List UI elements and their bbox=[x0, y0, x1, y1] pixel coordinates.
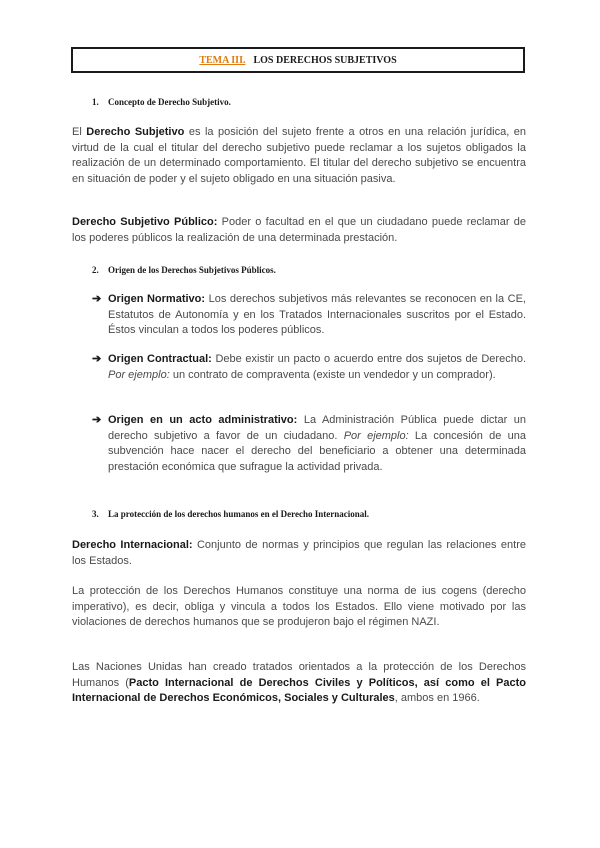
italic-text: Por ejemplo: bbox=[343, 429, 409, 442]
bold-term: Origen en un acto administrativo: bbox=[108, 414, 298, 426]
bold-term: Origen Normativo: bbox=[108, 293, 206, 305]
text-span: un contrato de compraventa (existe un vendedor y un comprador). bbox=[169, 368, 496, 381]
section-number: 2. bbox=[92, 265, 99, 275]
text-span: Poder o facultad en el que un ciudadano puede reclamar de los poderes públicos la realización de una determinada prestación. bbox=[72, 216, 526, 244]
bold-term: Derecho Internacional: bbox=[72, 539, 193, 551]
bold-term: Origen Contractual: bbox=[108, 353, 212, 365]
tema-name: LOS DERECHOS SUBJETIVOS bbox=[253, 54, 397, 66]
section-heading-3 bbox=[92, 509, 369, 519]
text-span: La Administración Pública puede dictar un derecho subjetivo a favor de un ciudadano. bbox=[108, 414, 527, 442]
bold-term: Pacto Internacional de Derechos Civiles y Políticos, así como el Pacto Internacional de Derechos Económicos, Sociales y Culturales bbox=[72, 676, 526, 704]
paragraph-proteccion-ddhh bbox=[72, 584, 526, 631]
paragraph-derecho-subjetivo bbox=[72, 125, 526, 187]
text-span: La concesión de una subvención hace nacer el derecho del beneficiario a obtener una determinada prestación económica que sufrague la actividad privada. bbox=[108, 429, 526, 473]
arrow-icon: ➔ bbox=[92, 293, 102, 305]
text-span: Las Naciones Unidas han creado tratados orientados a la protección de los Derechos Humanos ( bbox=[72, 661, 526, 689]
italic-text: Por ejemplo: bbox=[108, 368, 170, 381]
bullet-origen-acto-administrativo bbox=[92, 413, 526, 475]
arrow-icon: ➔ bbox=[92, 353, 102, 365]
text-span: Debe existir un pacto o acuerdo entre dos sujetos de Derecho. bbox=[211, 353, 526, 365]
text-span: El bbox=[72, 126, 87, 138]
section-heading-2 bbox=[92, 265, 276, 275]
page-title bbox=[71, 47, 525, 73]
tema-label: TEMA III. bbox=[199, 54, 246, 66]
arrow-icon: ➔ bbox=[92, 414, 102, 426]
paragraph-derecho-subjetivo-publico bbox=[72, 215, 526, 246]
section-heading-1 bbox=[92, 97, 231, 107]
section-number: 1. bbox=[92, 97, 99, 107]
section-number: 3. bbox=[92, 509, 99, 519]
paragraph-derecho-internacional bbox=[72, 538, 526, 569]
section-heading-text: Origen de los Derechos Subjetivos Públicos. bbox=[108, 265, 276, 275]
text-span: Los derechos subjetivos más relevantes se reconocen en la CE, Estatutos de Autonomía y en los Tratados Internacionales suscritos por el Estado. Éstos vinculan a todos los poderes públicos. bbox=[108, 293, 526, 336]
section-heading-text: Concepto de Derecho Subjetivo. bbox=[108, 97, 231, 107]
bold-term: Derecho Subjetivo Público: bbox=[72, 216, 218, 228]
bullet-origen-contractual bbox=[92, 352, 526, 383]
text-span: , ambos en 1966. bbox=[394, 692, 480, 704]
bold-term: Derecho Subjetivo bbox=[86, 126, 185, 138]
bullet-origen-normativo bbox=[92, 292, 526, 339]
section-heading-text: La protección de los derechos humanos en el Derecho Internacional. bbox=[108, 509, 369, 519]
text-span: La protección de los Derechos Humanos constituye una norma de ius cogens (derecho imperativo), es decir, obliga y vincula a todos los Estados. Ello viene motivado por las violaciones de derechos humanos que se produjeron bajo el régimen NAZI. bbox=[72, 585, 526, 628]
paragraph-naciones-unidas bbox=[72, 660, 526, 707]
text-span: Conjunto de normas y principios que regulan las relaciones entre los Estados. bbox=[72, 539, 526, 567]
text-span: es la posición del sujeto frente a otros en una relación jurídica, en virtud de la cual el titular del derecho subjetivo puede reclamar a los sujetos obligados la realización de un determinado comportamiento. El titular del derecho subjetivo se encuentra en situación de poder y el sujeto obligado en una situación pasiva. bbox=[72, 126, 526, 185]
